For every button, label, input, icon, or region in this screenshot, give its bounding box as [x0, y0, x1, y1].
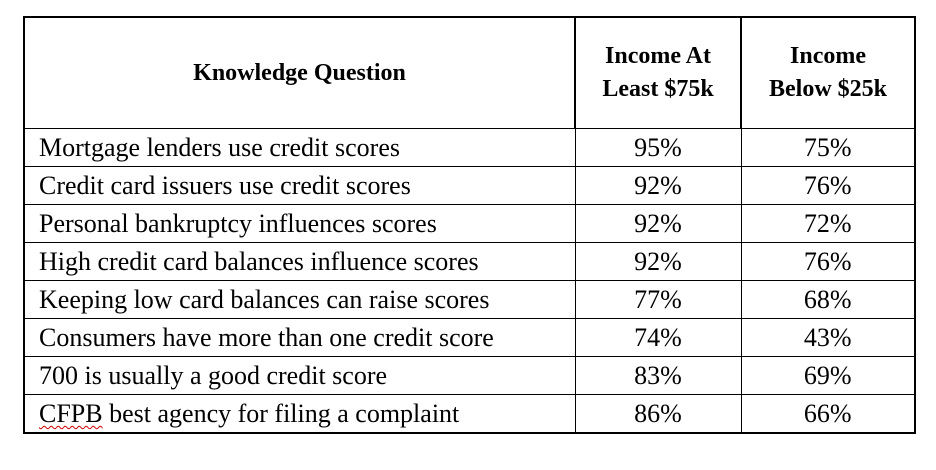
- low-income-cell: 69%: [741, 357, 915, 395]
- question-cell: Keeping low card balances can raise scores: [24, 281, 575, 319]
- table-row: [24, 357, 915, 395]
- low-income-cell: 72%: [741, 205, 915, 243]
- table-row: [24, 129, 915, 167]
- table-row: [24, 395, 915, 434]
- header-income-below-25k-line1: Income: [790, 43, 866, 69]
- low-income-cell: 43%: [741, 319, 915, 357]
- header-knowledge-question: Knowledge Question: [24, 17, 575, 129]
- header-income-at-least-75k: [575, 17, 741, 129]
- knowledge-table: [23, 16, 916, 434]
- question-cell: [24, 395, 575, 434]
- high-income-cell: 92%: [575, 205, 741, 243]
- question-cell: 700 is usually a good credit score: [24, 357, 575, 395]
- table-row: [24, 281, 915, 319]
- high-income-cell: 86%: [575, 395, 741, 434]
- question-cell: High credit card balances influence scores: [24, 243, 575, 281]
- question-cell: Credit card issuers use credit scores: [24, 167, 575, 205]
- high-income-cell: 83%: [575, 357, 741, 395]
- table-row: [24, 167, 915, 205]
- high-income-cell: 74%: [575, 319, 741, 357]
- question-rest: best agency for filing a complaint: [102, 399, 460, 428]
- low-income-cell: 75%: [741, 129, 915, 167]
- low-income-cell: 76%: [741, 243, 915, 281]
- low-income-cell: 76%: [741, 167, 915, 205]
- table-row: [24, 243, 915, 281]
- cfpb-abbreviation: CFPB: [39, 399, 103, 428]
- high-income-cell: 77%: [575, 281, 741, 319]
- table-row: [24, 205, 915, 243]
- header-income-at-least-75k-line2: Least $75k: [602, 76, 714, 102]
- table-row: [24, 319, 915, 357]
- question-cell: Personal bankruptcy influences scores: [24, 205, 575, 243]
- low-income-cell: 66%: [741, 395, 915, 434]
- low-income-cell: 68%: [741, 281, 915, 319]
- high-income-cell: 92%: [575, 243, 741, 281]
- question-cell: Mortgage lenders use credit scores: [24, 129, 575, 167]
- header-income-below-25k: [741, 17, 915, 129]
- high-income-cell: 92%: [575, 167, 741, 205]
- question-cell: Consumers have more than one credit score: [24, 319, 575, 357]
- header-income-at-least-75k-line1: Income At: [605, 43, 711, 69]
- header-row: [24, 17, 915, 129]
- high-income-cell: 95%: [575, 129, 741, 167]
- header-income-below-25k-line2: Below $25k: [768, 76, 887, 102]
